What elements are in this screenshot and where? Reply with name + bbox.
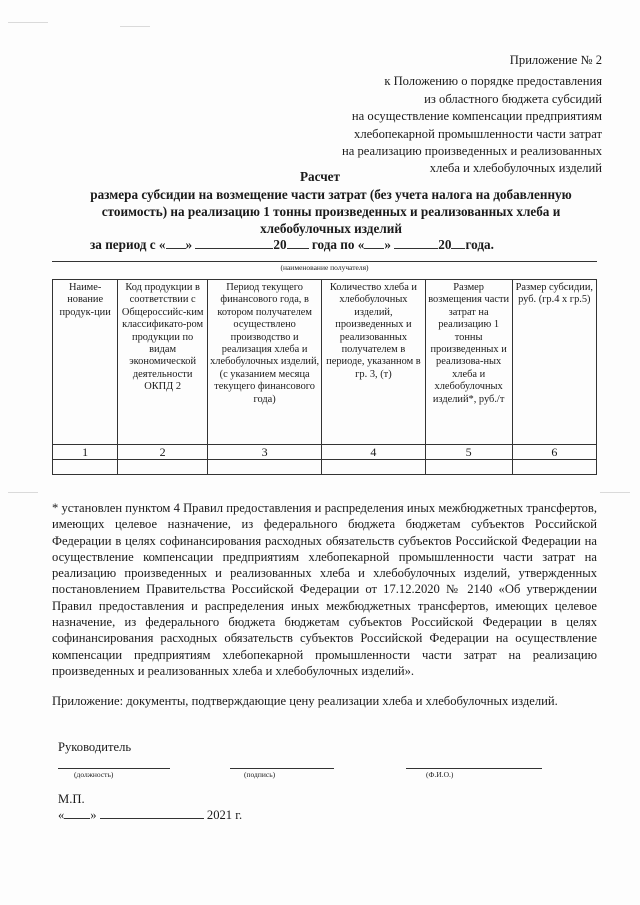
column-number: 2 [118, 445, 208, 460]
name-field[interactable] [406, 768, 542, 769]
table-row [53, 445, 597, 460]
appendix-line: на осуществление компенсации предприятиям [351, 109, 602, 124]
header-subsidy-amount: Размер субсидии, руб. (гр.4 х гр.5) [512, 280, 596, 445]
appendix-line: хлебопекарной промышленности части затрат [354, 126, 602, 141]
table-cell[interactable] [512, 460, 596, 475]
table-cell[interactable] [425, 460, 512, 475]
period-mid1: » [185, 237, 196, 252]
header-product-code: Код продукции в соответствии с Общероссийс-ким классификато-ром продукции по видам экономической деятельности ОКПД 2 [118, 280, 208, 445]
table-cell[interactable] [118, 460, 208, 475]
appendix-header [282, 52, 602, 178]
header-compensation-rate: Размер возмещения части затрат на реализацию 1 тонны произведенных и реализова-ных хлеба и хлебобулочных изделий*, руб./т [425, 280, 512, 445]
document-title: Расчет [299, 169, 340, 184]
table-cell[interactable] [208, 460, 322, 475]
footnote-text: * установлен пунктом 4 Правил предоставления и распределения иных межбюджетных трансфертов, имеющих целевое назначение, из федерального бюджета бюджетам субъектов Российской Федерации в целях софинансирования расходных обязательств субъектов Российской Федерации на осуществление компенсации предприятиям хлебопекарной промышленности части затрат на реализацию произведенных и реализованных хлеба и хлебобулочных изделий, утвержденных постановлением Правительства Российской Федерации от 17.12.2020 № 2140 «Об утверждении Правил предоставления и распределения иных межбюджетных трансфертов, имеющих целевое назначение, из федерального бюджета бюджетам субъектов Российской Федерации в целях софинансирования расходных обязательств субъектов Российской Федерации на осуществление компенсации предприятиям хлебопекарной промышленности части затрат на реализацию произведенных и реализованных хлеба и хлебобулочных изделий». [52, 501, 597, 678]
scan-noise [8, 22, 48, 23]
column-number: 6 [512, 445, 596, 460]
scan-noise [120, 26, 150, 27]
scan-noise [600, 492, 630, 493]
table-cell[interactable] [322, 460, 425, 475]
column-number: 5 [425, 445, 512, 460]
period-month-to-blank[interactable] [394, 236, 438, 249]
scan-noise [8, 492, 38, 493]
period-prefix: за период с « [90, 237, 166, 252]
head-label: Руководитель [58, 740, 132, 754]
date-line [58, 806, 242, 823]
table-cell[interactable] [53, 460, 118, 475]
header-product-name: Наиме-нование продук-ции [53, 280, 118, 445]
column-number: 4 [322, 445, 425, 460]
period-month-from-blank[interactable] [195, 236, 273, 249]
period-year-from-blank[interactable] [287, 236, 309, 249]
period-to: года по « [311, 237, 365, 252]
attachment-note: Приложение: документы, подтверждающие цену реализации хлеба и хлебобулочных изделий. [52, 694, 558, 708]
appendix-line: к Положению о порядке предоставления [384, 74, 602, 89]
table-row [53, 460, 597, 475]
appendix-line: из областного бюджета субсидий [424, 91, 602, 106]
signature-field[interactable] [230, 768, 334, 769]
period-line [90, 236, 570, 253]
period-year2: 20 [438, 237, 452, 252]
period-year-to-blank[interactable] [451, 236, 465, 249]
period-day-from-blank[interactable] [166, 236, 186, 249]
footnote [52, 500, 597, 679]
appendix-line: хлеба и хлебобулочных изделий [429, 161, 602, 176]
date-month-blank[interactable] [100, 806, 204, 819]
header-period: Период текущего финансового года, в котором получателем осуществлено производство и реализация хлеба и хлебобулочных изделий, (с указанием месяца текущего финансового года) [208, 280, 322, 445]
table-header-row [53, 280, 597, 445]
appendix-line: на реализацию произведенных и реализованных [341, 144, 602, 159]
recipient-field[interactable] [52, 261, 597, 262]
date-open-quote: « [58, 808, 65, 822]
recipient-caption: (наименование получателя) [280, 263, 369, 272]
calculation-table [52, 279, 597, 475]
appendix-line: Приложение № 2 [509, 53, 602, 67]
position-caption: (должность) [74, 770, 114, 779]
signature-caption: (подпись) [244, 770, 276, 779]
period-day-to-blank[interactable] [364, 236, 384, 249]
column-number: 3 [208, 445, 322, 460]
period-year1: 20 [273, 237, 287, 252]
document-subtitle: размера субсидии на возмещение части затрат (без учета налога на добавленную стоимость) на реализацию 1 тонны произведенных и реализованных хлеба и хлебобулочных изделий [90, 187, 572, 236]
date-day-blank[interactable] [64, 806, 90, 819]
period-mid2: » [384, 237, 395, 252]
name-caption: (Ф.И.О.) [426, 770, 454, 779]
column-number: 1 [53, 445, 118, 460]
header-quantity: Количество хлеба и хлебобулочных изделий, произведенных и реализованных получателем в периоде, указанном в гр. 3, (т) [322, 280, 425, 445]
position-field[interactable] [58, 768, 170, 769]
period-suffix: года. [465, 237, 494, 252]
stamp-label: М.П. [58, 792, 85, 806]
date-year: 2021 г. [206, 808, 243, 822]
date-close-quote: » [90, 808, 97, 822]
